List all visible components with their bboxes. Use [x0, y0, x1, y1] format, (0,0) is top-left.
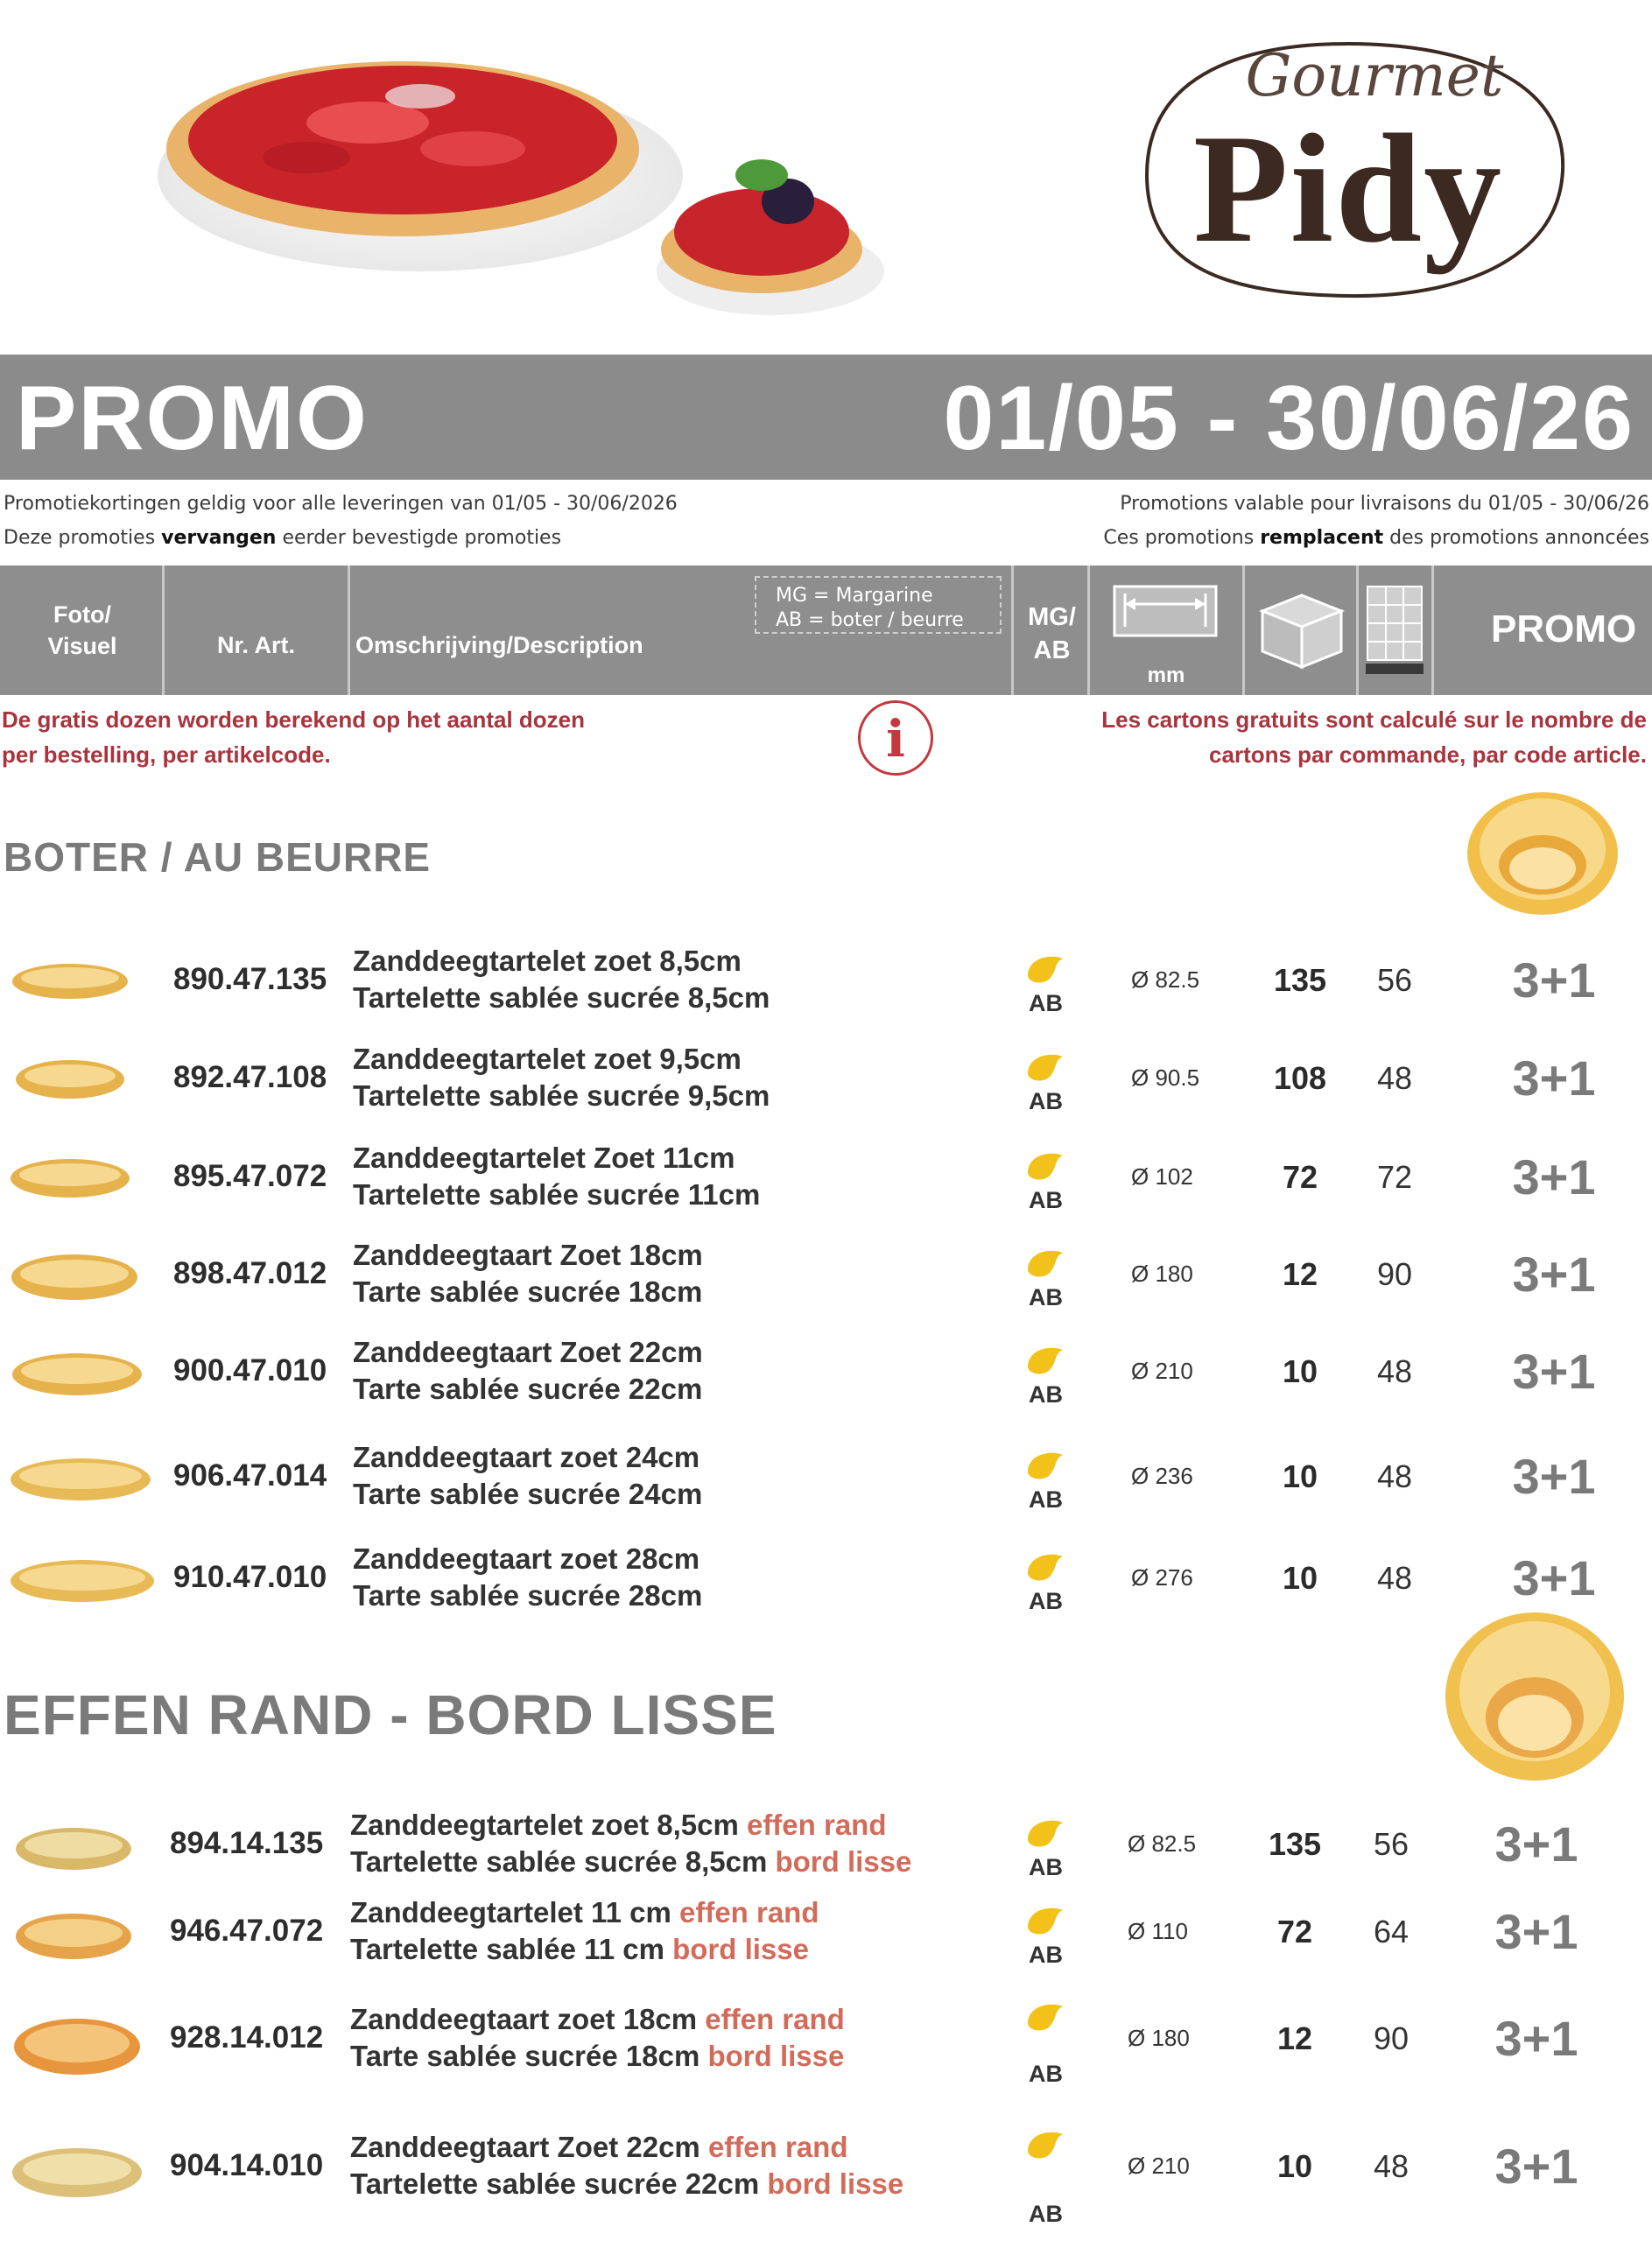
pieces-per-carton: 10: [1282, 1458, 1318, 1494]
article-number: 904.14.010: [170, 2148, 324, 2182]
gourmet-pidy-logo: [1121, 18, 1576, 306]
tart-shell-icon: [9, 2141, 145, 2204]
diameter: Ø 102: [1131, 1163, 1193, 1190]
diameter: Ø 82.5: [1128, 1830, 1197, 1857]
table-row: [0, 939, 1652, 1023]
type-ab: AB: [1029, 1284, 1063, 1310]
diameter: Ø 236: [1131, 1463, 1193, 1489]
tart-shell-icon: [9, 1249, 140, 1307]
butter-drop-icon: [1023, 1814, 1066, 1851]
promo-value: 3+1: [1494, 2139, 1578, 2194]
tart-shell-icon: [9, 1451, 154, 1509]
diameter: Ø 110: [1128, 1918, 1188, 1944]
article-number: 900.47.010: [173, 1353, 327, 1387]
info-icon: i: [858, 700, 933, 776]
header-nr-art: Nr. Art.: [165, 566, 350, 695]
promo-value: 3+1: [1512, 952, 1596, 1008]
article-number: 928.14.012: [170, 2020, 324, 2055]
tart-shell-icon: [9, 1553, 158, 1611]
cartons-per-pallet: 48: [1373, 2148, 1409, 2184]
subtitle-fr-replace: Ces promotions remplacent des promotions annoncées: [1103, 527, 1649, 549]
tart-shell-icon: [1443, 1609, 1627, 1784]
promo-value: 3+1: [1512, 1149, 1596, 1205]
description-nl: Zanddeegtaart Zoet 22cm effen rand: [350, 2131, 848, 2163]
promo-dates: 01/05 - 30/06/26: [943, 368, 1634, 469]
butter-drop-icon: [1023, 1548, 1066, 1584]
table-row: [0, 1037, 1652, 1121]
article-number: 906.47.014: [173, 1458, 327, 1493]
diameter: Ø 210: [1128, 2153, 1190, 2179]
tart-shell-icon: [9, 1053, 131, 1106]
header-description: Omschrijving/Description: [355, 632, 643, 658]
cartons-per-pallet: 56: [1376, 962, 1413, 998]
table-row: [0, 1998, 1652, 2087]
butter-drop-icon: [1023, 1446, 1066, 1483]
pieces-per-carton: 108: [1273, 1060, 1327, 1096]
header-carton: [1245, 566, 1359, 695]
logo-script-text: Gourmet: [1245, 42, 1504, 109]
section-title-butter: BOTER / AU BEURRE: [4, 834, 432, 880]
header-dimension: mm: [1090, 566, 1245, 695]
promo-value: 3+1: [1494, 2011, 1578, 2066]
description-fr: Tartelette sablée sucrée 22cm bord lisse: [350, 2167, 904, 2200]
description-nl: Zanddeegtartelet zoet 9,5cm: [353, 1043, 742, 1075]
diameter: Ø 210: [1131, 1358, 1193, 1384]
description-nl: Zanddeegtaart zoet 28cm: [353, 1542, 700, 1575]
cartons-per-pallet: 90: [1376, 1256, 1413, 1292]
type-ab: AB: [1029, 1088, 1063, 1114]
description-fr: Tarte sablée sucrée 22cm: [353, 1373, 703, 1405]
description-fr: Tarte sablée sucrée 24cm: [353, 1478, 703, 1510]
promo-value: 3+1: [1512, 1344, 1596, 1399]
butter-drop-icon: [1023, 1147, 1066, 1184]
description-fr: Tarte sablée sucrée 18cm bord lisse: [350, 2040, 845, 2072]
tart-shell-icon: [9, 1346, 145, 1404]
pieces-per-carton: 72: [1282, 1159, 1318, 1195]
cartons-per-pallet: 56: [1373, 1826, 1409, 1862]
logo-brand-text: Pidy: [1192, 102, 1504, 275]
description-nl: Zanddeegtartelet zoet 8,5cm: [353, 945, 742, 977]
description-fr: Tartelette sablée sucrée 8,5cm: [353, 981, 770, 1014]
type-ab: AB: [1029, 2061, 1063, 2087]
pieces-per-carton: 12: [1276, 2020, 1313, 2056]
tart-shell-icon: [1464, 788, 1621, 919]
cartons-per-pallet: 48: [1376, 1353, 1413, 1389]
pieces-per-carton: 10: [1282, 1353, 1318, 1389]
table-row: [0, 1803, 1652, 1887]
cartons-per-pallet: 90: [1373, 2020, 1409, 2056]
table-row: [0, 1537, 1652, 1621]
promo-value: 3+1: [1512, 1550, 1596, 1605]
article-number: 895.47.072: [173, 1159, 327, 1193]
description-fr: Tarte sablée sucrée 28cm: [353, 1579, 703, 1612]
article-number: 946.47.072: [170, 1914, 324, 1948]
pieces-per-carton: 10: [1282, 1560, 1318, 1596]
table-row: [0, 1891, 1652, 1975]
article-number: 894.14.135: [170, 1826, 324, 1860]
type-ab: AB: [1029, 1381, 1063, 1408]
cartons-per-pallet: 48: [1376, 1458, 1413, 1494]
cartons-per-pallet: 72: [1376, 1159, 1413, 1195]
dimension-ruler-icon: [1113, 585, 1218, 655]
description-fr: Tartelette sablée sucrée 9,5cm: [353, 1079, 770, 1112]
table-row: [0, 1136, 1652, 1220]
description-fr: Tartelette sablée 11 cm bord lisse: [350, 1933, 809, 1965]
free-cartons-note-nl: De gratis dozen worden berekend op het aantal dozen per bestelling, per artikelcode.: [2, 706, 585, 768]
cartons-per-pallet: 64: [1373, 1914, 1409, 1949]
tart-shell-icon: [9, 955, 131, 1008]
pallet-grid-icon: [1364, 583, 1425, 679]
pieces-per-carton: 135: [1268, 1826, 1322, 1862]
table-row: [0, 1436, 1652, 1520]
hero-banner: [0, 0, 1652, 355]
header-foto: Foto/ Visuel: [0, 566, 165, 695]
type-ab: AB: [1029, 990, 1063, 1016]
diameter: Ø 180: [1128, 2025, 1190, 2051]
butter-drop-icon: [1023, 950, 1066, 987]
promo-band: [0, 355, 1652, 480]
type-ab: AB: [1029, 2201, 1063, 2227]
description-nl: Zanddeegtaart zoet 18cm effen rand: [350, 2003, 845, 2035]
article-number: 898.47.012: [173, 1256, 327, 1290]
promo-title: PROMO: [16, 368, 369, 469]
promo-value: 3+1: [1494, 1904, 1578, 1959]
pieces-per-carton: 135: [1273, 962, 1327, 998]
table-header: [0, 566, 1652, 695]
header-mg-ab: MG/ AB: [1011, 566, 1090, 695]
tart-shell-icon: [9, 1819, 140, 1877]
tart-shell-icon: [9, 2013, 145, 2083]
diameter: Ø 82.5: [1131, 966, 1200, 993]
butter-drop-icon: [1023, 1048, 1066, 1085]
promo-value: 3+1: [1512, 1050, 1596, 1106]
subtitle-nl-validity: Promotiekortingen geldig voor alle leveringen van 01/05 - 30/06/2026: [4, 493, 678, 515]
description-nl: Zanddeegtartelet zoet 8,5cm effen rand: [350, 1809, 887, 1841]
section-title-smooth-edge: EFFEN RAND - BORD LISSE: [4, 1683, 777, 1746]
pieces-per-carton: 12: [1282, 1256, 1318, 1292]
subtitle-fr-validity: Promotions valable pour livraisons du 01/05 - 30/06/26: [1120, 493, 1649, 515]
type-ab: AB: [1029, 1486, 1063, 1513]
description-fr: Tartelette sablée sucrée 11cm: [353, 1178, 761, 1211]
butter-drop-icon: [1023, 2125, 1066, 2162]
article-number: 910.47.010: [173, 1560, 327, 1594]
description-fr: Tartelette sablée sucrée 8,5cm bord lisse: [350, 1845, 912, 1878]
type-ab: AB: [1029, 1942, 1063, 1968]
header-promo: PROMO: [1491, 608, 1637, 650]
promo-value: 3+1: [1512, 1449, 1596, 1504]
diameter: Ø 180: [1131, 1261, 1193, 1287]
butter-drop-icon: [1023, 1998, 1066, 2034]
promo-value: 3+1: [1494, 1816, 1578, 1872]
cartons-per-pallet: 48: [1376, 1060, 1413, 1096]
subtitle-nl-replace: Deze promoties vervangen eerder bevestigde promoties: [4, 527, 562, 549]
description-nl: Zanddeegtaart Zoet 22cm: [353, 1336, 703, 1368]
carton-box-icon: [1254, 587, 1350, 674]
diameter: Ø 276: [1131, 1564, 1193, 1591]
header-pallet: [1359, 566, 1434, 695]
butter-drop-icon: [1023, 1341, 1066, 1378]
promo-value: 3+1: [1512, 1247, 1596, 1302]
tart-shell-icon: [9, 1907, 140, 1964]
type-ab: AB: [1029, 1854, 1063, 1880]
pieces-per-carton: 72: [1276, 1914, 1313, 1949]
pieces-per-carton: 10: [1276, 2148, 1313, 2184]
diameter: Ø 90.5: [1131, 1064, 1200, 1091]
mg-ab-legend: MG = Margarine AB = boter / beurre: [755, 576, 1002, 634]
type-ab: AB: [1029, 1588, 1063, 1614]
description-nl: Zanddeegtartelet 11 cm effen rand: [350, 1896, 819, 1928]
free-cartons-note-fr: Les cartons gratuits sont calculé sur le nombre de cartons par commande, par code article.: [1101, 706, 1647, 768]
table-row: [0, 2125, 1652, 2227]
type-ab: AB: [1029, 1187, 1063, 1213]
article-number: 892.47.108: [173, 1060, 327, 1094]
butter-drop-icon: [1023, 1901, 1066, 1938]
butter-drop-icon: [1023, 1244, 1066, 1281]
description-nl: Zanddeegtartelet Zoet 11cm: [353, 1142, 735, 1174]
description-fr: Tarte sablée sucrée 18cm: [353, 1275, 703, 1308]
tart-shell-icon: [9, 1152, 131, 1205]
description-nl: Zanddeegtaart Zoet 18cm: [353, 1239, 703, 1271]
cartons-per-pallet: 48: [1376, 1560, 1413, 1596]
table-row: [0, 1233, 1652, 1317]
description-nl: Zanddeegtaart zoet 24cm: [353, 1441, 700, 1473]
table-row: [0, 1331, 1652, 1415]
article-number: 890.47.135: [173, 962, 327, 996]
